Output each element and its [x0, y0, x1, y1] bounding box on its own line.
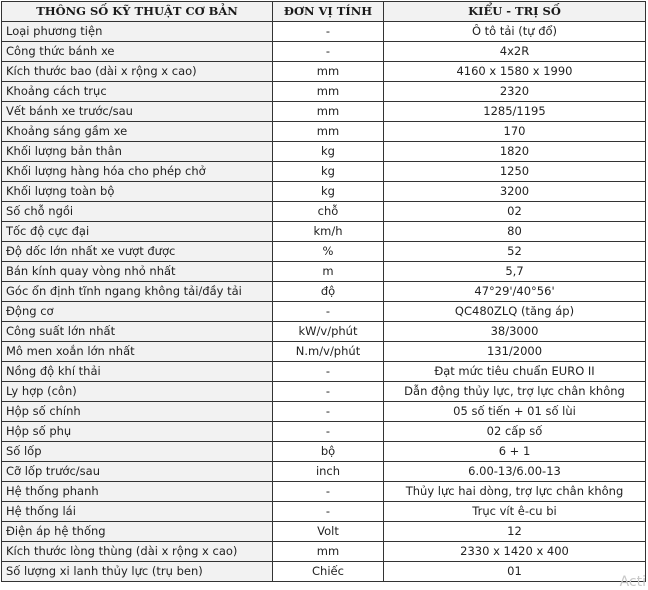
- table-row: [2, 482, 646, 502]
- unit-cell: N.m/v/phút: [273, 342, 384, 362]
- table-row: [2, 282, 646, 302]
- value-cell: 131/2000: [384, 342, 646, 362]
- unit-cell: độ: [273, 282, 384, 302]
- unit-cell: mm: [273, 82, 384, 102]
- table-row: [2, 162, 646, 182]
- spec-name-cell: Công suất lớn nhất: [2, 322, 273, 342]
- table-row: [2, 242, 646, 262]
- spec-table-body: [2, 22, 646, 582]
- unit-cell: mm: [273, 62, 384, 82]
- unit-cell: -: [273, 22, 384, 42]
- unit-cell: -: [273, 482, 384, 502]
- unit-cell: inch: [273, 462, 384, 482]
- unit-cell: -: [273, 382, 384, 402]
- spec-name-cell: Hộp số chính: [2, 402, 273, 422]
- spec-name-cell: Số chỗ ngồi: [2, 202, 273, 222]
- table-row: [2, 342, 646, 362]
- spec-name-cell: Nồng độ khí thải: [2, 362, 273, 382]
- unit-cell: mm: [273, 102, 384, 122]
- spec-name-cell: Kích thước bao (dài x rộng x cao): [2, 62, 273, 82]
- table-row: [2, 202, 646, 222]
- table-row: [2, 22, 646, 42]
- value-cell: 05 số tiến + 01 số lùi: [384, 402, 646, 422]
- unit-cell: mm: [273, 122, 384, 142]
- spec-name-cell: Động cơ: [2, 302, 273, 322]
- unit-cell: %: [273, 242, 384, 262]
- spec-name-cell: Khối lượng hàng hóa cho phép chở: [2, 162, 273, 182]
- spec-name-cell: Độ dốc lớn nhất xe vượt được: [2, 242, 273, 262]
- header-value: KIỂU - TRỊ SỐ: [384, 2, 646, 22]
- spec-name-cell: Hộp số phụ: [2, 422, 273, 442]
- value-cell: 38/3000: [384, 322, 646, 342]
- table-row: [2, 462, 646, 482]
- value-cell: 02: [384, 202, 646, 222]
- unit-cell: chỗ: [273, 202, 384, 222]
- unit-cell: mm: [273, 542, 384, 562]
- spec-name-cell: Khoảng cách trục: [2, 82, 273, 102]
- table-row: [2, 362, 646, 382]
- table-row: [2, 522, 646, 542]
- unit-cell: bộ: [273, 442, 384, 462]
- value-cell: 2330 x 1420 x 400: [384, 542, 646, 562]
- unit-cell: kg: [273, 182, 384, 202]
- watermark: Acti: [619, 574, 646, 590]
- spec-name-cell: Bán kính quay vòng nhỏ nhất: [2, 262, 273, 282]
- value-cell: 3200: [384, 182, 646, 202]
- table-row: [2, 182, 646, 202]
- table-row: [2, 82, 646, 102]
- value-cell: Trục vít ê-cu bi: [384, 502, 646, 522]
- value-cell: QC480ZLQ (tăng áp): [384, 302, 646, 322]
- unit-cell: -: [273, 502, 384, 522]
- spec-name-cell: Số lốp: [2, 442, 273, 462]
- unit-cell: -: [273, 42, 384, 62]
- spec-name-cell: Điện áp hệ thống: [2, 522, 273, 542]
- value-cell: 01: [384, 562, 646, 582]
- table-row: [2, 542, 646, 562]
- spec-name-cell: Công thức bánh xe: [2, 42, 273, 62]
- value-cell: Dẫn động thủy lực, trợ lực chân không: [384, 382, 646, 402]
- value-cell: 1250: [384, 162, 646, 182]
- unit-cell: Volt: [273, 522, 384, 542]
- spec-name-cell: Kích thước lòng thùng (dài x rộng x cao): [2, 542, 273, 562]
- spec-name-cell: Số lượng xi lanh thủy lực (trụ ben): [2, 562, 273, 582]
- spec-name-cell: Cỡ lốp trước/sau: [2, 462, 273, 482]
- value-cell: 02 cấp số: [384, 422, 646, 442]
- spec-name-cell: Góc ổn định tĩnh ngang không tải/đầy tải: [2, 282, 273, 302]
- table-row: [2, 562, 646, 582]
- value-cell: 4x2R: [384, 42, 646, 62]
- unit-cell: -: [273, 402, 384, 422]
- spec-name-cell: Khối lượng bản thân: [2, 142, 273, 162]
- table-row: [2, 262, 646, 282]
- value-cell: 1285/1195: [384, 102, 646, 122]
- value-cell: 12: [384, 522, 646, 542]
- table-row: [2, 62, 646, 82]
- unit-cell: Chiếc: [273, 562, 384, 582]
- value-cell: 5,7: [384, 262, 646, 282]
- value-cell: 80: [384, 222, 646, 242]
- table-row: [2, 102, 646, 122]
- spec-name-cell: Khối lượng toàn bộ: [2, 182, 273, 202]
- spec-name-cell: Tốc độ cực đại: [2, 222, 273, 242]
- unit-cell: -: [273, 422, 384, 442]
- table-row: [2, 302, 646, 322]
- unit-cell: m: [273, 262, 384, 282]
- value-cell: 2320: [384, 82, 646, 102]
- table-row: [2, 402, 646, 422]
- table-row: [2, 142, 646, 162]
- spec-name-cell: Mô men xoắn lớn nhất: [2, 342, 273, 362]
- table-row: [2, 502, 646, 522]
- unit-cell: km/h: [273, 222, 384, 242]
- spec-name-cell: Ly hợp (côn): [2, 382, 273, 402]
- value-cell: 6.00-13/6.00-13: [384, 462, 646, 482]
- spec-name-cell: Vết bánh xe trước/sau: [2, 102, 273, 122]
- spec-name-cell: Khoảng sáng gầm xe: [2, 122, 273, 142]
- table-row: [2, 382, 646, 402]
- value-cell: Ô tô tải (tự đổ): [384, 22, 646, 42]
- header-row: [2, 2, 646, 22]
- header-unit: ĐƠN VỊ TÍNH: [273, 2, 384, 22]
- unit-cell: -: [273, 302, 384, 322]
- table-row: [2, 322, 646, 342]
- table-row: [2, 442, 646, 462]
- unit-cell: kW/v/phút: [273, 322, 384, 342]
- value-cell: Đạt mức tiêu chuẩn EURO II: [384, 362, 646, 382]
- unit-cell: -: [273, 362, 384, 382]
- spec-name-cell: Loại phương tiện: [2, 22, 273, 42]
- table-row: [2, 42, 646, 62]
- spec-name-cell: Hệ thống lái: [2, 502, 273, 522]
- value-cell: Thủy lực hai dòng, trợ lực chân không: [384, 482, 646, 502]
- value-cell: 4160 x 1580 x 1990: [384, 62, 646, 82]
- value-cell: 170: [384, 122, 646, 142]
- unit-cell: kg: [273, 162, 384, 182]
- header-spec: THÔNG SỐ KỸ THUẬT CƠ BẢN: [2, 2, 273, 22]
- table-row: [2, 422, 646, 442]
- table-row: [2, 122, 646, 142]
- value-cell: 52: [384, 242, 646, 262]
- value-cell: 47°29'/40°56': [384, 282, 646, 302]
- spec-name-cell: Hệ thống phanh: [2, 482, 273, 502]
- value-cell: 6 + 1: [384, 442, 646, 462]
- value-cell: 1820: [384, 142, 646, 162]
- spec-table: [1, 1, 646, 582]
- unit-cell: kg: [273, 142, 384, 162]
- table-row: [2, 222, 646, 242]
